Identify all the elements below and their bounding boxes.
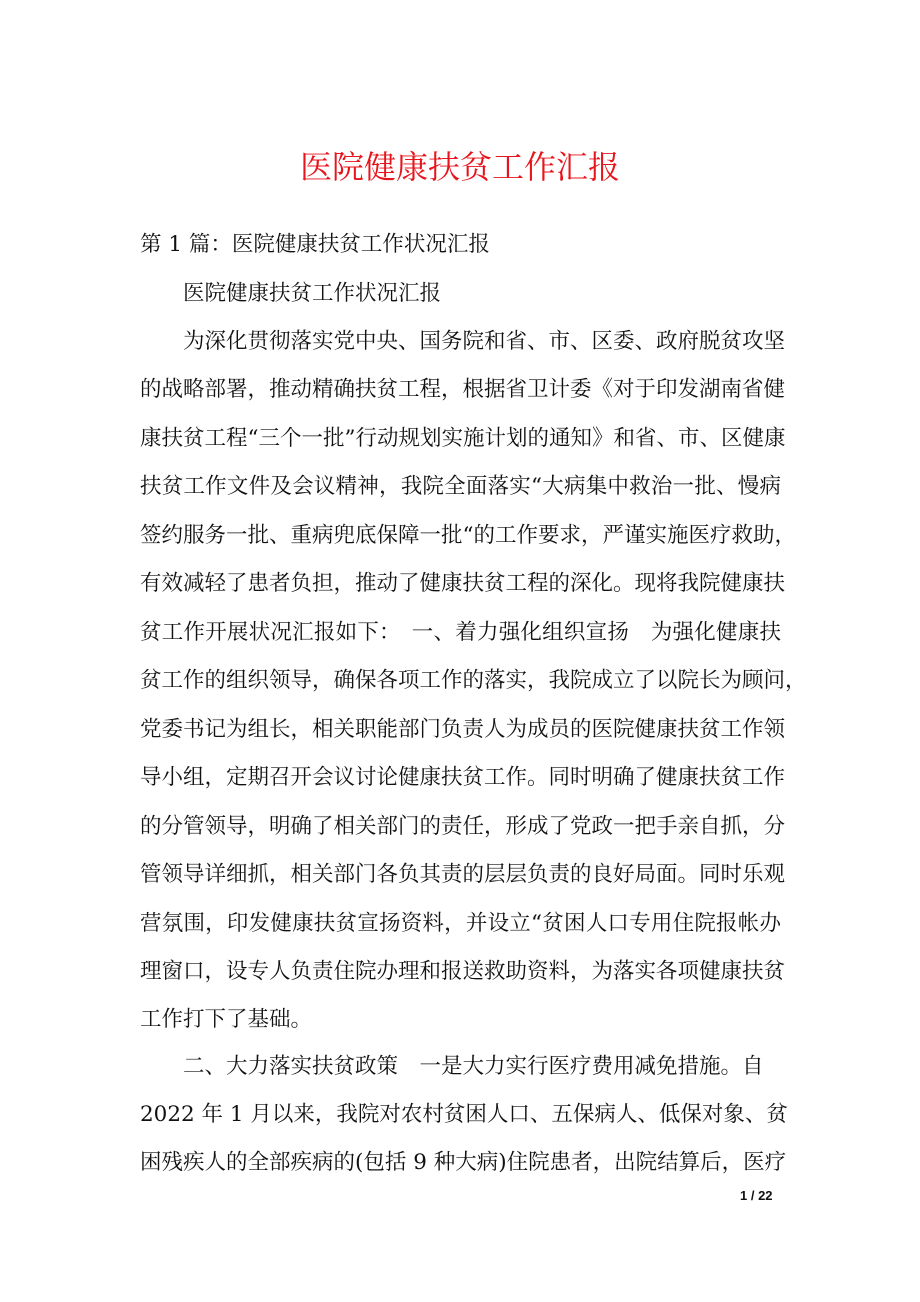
paragraph-line: 贫工作的组织领导，确保各项工作的落实，我院成立了以院长为顾问， xyxy=(140,668,807,693)
paragraph-line: 扶贫工作文件及会议精神，我院全面落实“大病集中救治一批、慢病 xyxy=(140,474,781,499)
paragraph-line: 二、大力落实扶贫政策 一是大力实行医疗费用减免措施。自 xyxy=(183,1054,764,1079)
paragraph-line: 有效减轻了患者负担，推动了健康扶贫工程的深化。现将我院健康扶 xyxy=(140,571,786,596)
paragraph-line: 的分管领导，明确了相关部门的责任，形成了党政一把手亲自抓，分 xyxy=(140,814,786,839)
paragraph-line: 理窗口，设专人负责住院办理和报送救助资料，为落实各项健康扶贫 xyxy=(140,959,786,984)
paragraph-line: 党委书记为组长，相关职能部门负责人为成员的医院健康扶贫工作领 xyxy=(140,717,786,742)
section-subheading: 医院健康扶贫工作状况汇报 xyxy=(183,281,442,306)
paragraph-line: 营氛围，印发健康扶贫宣扬资料，并设立“贫困人口专用住院报帐办 xyxy=(140,911,781,936)
document-title: 医院健康扶贫工作汇报 xyxy=(299,148,620,186)
page-number: 1 / 22 xyxy=(740,1188,773,1203)
paragraph-line: 工作打下了基础。 xyxy=(140,1007,313,1032)
paragraph-line: 2022 年 1 月以来，我院对农村贫困人口、五保病人、低保对象、贫 xyxy=(140,1102,788,1127)
paragraph-line: 导小组，定期召开会议讨论健康扶贫工作。同时明确了健康扶贫工作 xyxy=(140,765,786,790)
paragraph-line: 的战略部署，推动精确扶贫工程，根据省卫计委《对于印发湖南省健 xyxy=(140,377,786,402)
paragraph-line: 康扶贫工程“三个一批”行动规划实施计划的通知》和省、市、区健康 xyxy=(140,426,786,451)
paragraph-line: 管领导详细抓，相关部门各负其责的层层负责的良好局面。同时乐观 xyxy=(140,862,786,887)
paragraph-line: 困残疾人的全部疾病的(包括 9 种大病)住院患者，出院结算后，医疗 xyxy=(140,1150,787,1175)
paragraph-line: 贫工作开展状况汇报如下： 一、着力强化组织宣扬 为强化健康扶 xyxy=(140,620,781,645)
section-heading: 第 1 篇：医院健康扶贫工作状况汇报 xyxy=(140,232,490,257)
paragraph-line: 签约服务一批、重病兜底保障一批“的工作要求，严谨实施医疗救助， xyxy=(140,523,796,548)
paragraph-line: 为深化贯彻落实党中央、国务院和省、市、区委、政府脱贫攻坚 xyxy=(183,329,786,354)
